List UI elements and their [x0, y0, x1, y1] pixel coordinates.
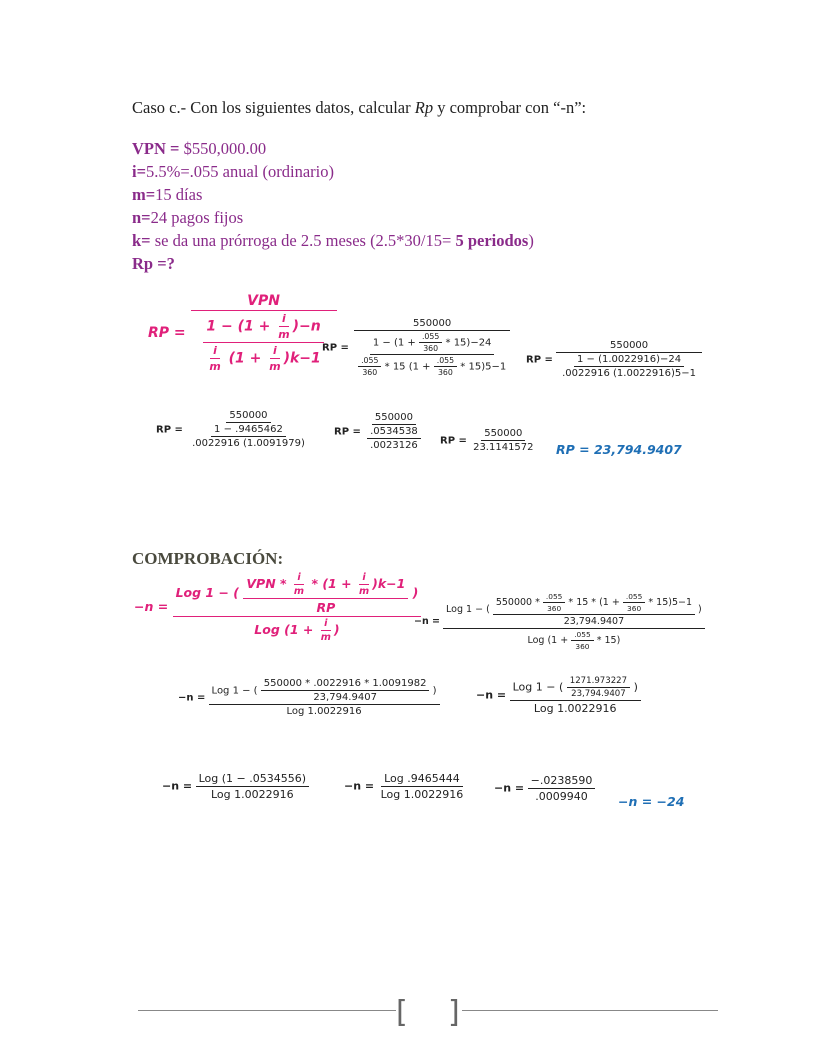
check-step-3-num [510, 676, 641, 701]
check-step-3-fraction [510, 676, 641, 715]
check-formula-rp: RP [316, 600, 336, 615]
check-step-3-inner [567, 676, 630, 699]
m-symbol: m [358, 586, 370, 597]
rate-num: .055 [623, 592, 646, 603]
check-formula-exp-k1: )k−1 [372, 576, 406, 591]
footer-bracket-left-icon: [ [396, 995, 408, 1030]
intro-rp: Rp [414, 98, 434, 117]
rp-step-1-d2-end: * 15)5−1 [460, 361, 507, 373]
check-step-1-fraction [443, 592, 705, 651]
i-label: i= [132, 162, 146, 181]
check-step-4-fraction [196, 772, 309, 801]
footer-bracket-right-icon: ] [448, 995, 460, 1030]
k-value: se da una prórroga de 2.5 meses (2.5*30/15= [150, 231, 456, 250]
footer-line-right [462, 1010, 718, 1011]
m-symbol: m [269, 360, 281, 373]
n-result: −n = −24 [618, 794, 685, 809]
rp-result: RP = 23,794.9407 [556, 442, 682, 457]
check-step-3-inner-num: 1271.973227 [567, 676, 630, 688]
k-close: ) [528, 231, 534, 250]
check-step-6-den: .0009940 [535, 790, 588, 803]
i-symbol: i [270, 344, 280, 359]
check-step-4 [162, 772, 309, 801]
m-value: 15 días [155, 185, 203, 204]
check-step-3-inner-den: 23,794.9407 [571, 689, 626, 699]
rp-step-5-num: 550000 [481, 428, 525, 441]
rp-step-2 [526, 340, 702, 379]
check-step-5-den: Log 1.0022916 [380, 788, 464, 801]
rp-step-2-num: 550000 [556, 340, 702, 353]
rate-num: .055 [571, 630, 594, 641]
rp-step-5-den: 23.1141572 [473, 442, 534, 453]
formula-rp-i-over-m-2 [206, 344, 223, 373]
check-step-2-fraction [209, 678, 440, 717]
check-step-1-den [524, 629, 623, 651]
i-symbol: i [210, 344, 220, 359]
check-formula-log1: Log 1 − ( [175, 585, 240, 600]
i-value: 5.5%=.055 anual (ordinario) [146, 162, 335, 181]
i-over-m-fraction [291, 572, 307, 597]
check-step-2-lhs: −n = [178, 692, 206, 704]
rp-step-5-lhs: RP = [440, 435, 467, 447]
footer-line-left [138, 1010, 396, 1011]
check-step-1-inner-num [493, 592, 695, 615]
k-label: k= [132, 231, 151, 250]
formula-rp-inner-num [203, 312, 323, 343]
check-formula-close: ) [412, 585, 419, 600]
comprobacion-title: COMPROBACIÓN: [132, 549, 284, 568]
rp-step-2-inner [559, 354, 699, 379]
m-symbol: m [293, 586, 305, 597]
check-step-1-num [443, 592, 705, 629]
rp-step-4 [334, 412, 424, 451]
rate-den: 360 [423, 344, 439, 353]
rp-step-1-fraction [352, 318, 512, 377]
check-step-1-log1: Log 1 − ( [446, 604, 490, 615]
check-step-1-inner-c: * 15)5−1 [648, 597, 692, 608]
check-step-6 [494, 774, 595, 803]
rate-den: 360 [575, 642, 590, 651]
rp-step-3-den [186, 423, 311, 449]
m-symbol: m [278, 328, 290, 341]
check-step-2-close: ) [432, 685, 437, 697]
rp-step-4-num: 550000 [372, 412, 416, 425]
rate-fraction [358, 356, 381, 377]
check-step-1-inner-den: 23,794.9407 [563, 616, 625, 627]
m-symbol: m [209, 360, 221, 373]
k-bold: 5 periodos [455, 231, 529, 250]
rate-num: .055 [543, 592, 566, 603]
check-step-2-den: Log 1.0022916 [286, 706, 362, 717]
rp-step-3-inner [189, 424, 308, 449]
rp-step-2-den-top: 1 − (1.0022916)−24 [574, 354, 684, 367]
check-step-2-inner-den: 23,794.9407 [313, 692, 377, 703]
check-step-5-num: Log .9465444 [381, 772, 463, 787]
rp-step-4-den-top: .0534538 [367, 426, 421, 439]
rate-fraction [571, 630, 594, 651]
rp-step-1-den-a: 1 − (1 + [372, 337, 416, 349]
rp-step-1-d2-mid: * 15 (1 + [384, 361, 431, 373]
check-formula-num [173, 572, 422, 617]
check-step-2-log1: Log 1 − ( [211, 685, 258, 697]
check-step-3 [476, 676, 641, 715]
rp-step-1-inner [355, 332, 509, 377]
rate-den: 360 [437, 368, 453, 377]
n-line [132, 206, 243, 229]
i-line [132, 160, 334, 183]
check-formula-times-open: * (1 + [311, 576, 352, 591]
rate-den: 360 [362, 368, 378, 377]
check-step-6-lhs: −n = [494, 781, 525, 795]
check-step-2 [178, 678, 440, 717]
rp-step-1-den-b: * 15)−24 [445, 337, 492, 349]
check-step-1-inner [493, 592, 695, 627]
i-symbol: i [321, 618, 330, 631]
formula-rp-numerator: VPN [191, 293, 337, 311]
rp-step-4-inner [367, 426, 421, 451]
check-step-3-den: Log 1.0022916 [533, 702, 617, 715]
check-step-3-lhs: −n = [476, 688, 507, 702]
check-step-1-den-a: Log (1 + [527, 635, 569, 646]
i-over-m-fraction [356, 572, 372, 597]
formula-rp-exp-k1: )k−1 [283, 350, 321, 367]
intro-line [132, 96, 586, 119]
rp-step-4-lhs: RP = [334, 426, 361, 438]
check-step-3-close: ) [633, 680, 638, 694]
check-step-3-log1: Log 1 − ( [512, 680, 564, 694]
check-step-6-fraction [528, 774, 596, 803]
rp-step-1-inner-num [370, 332, 495, 355]
rate-den: 360 [627, 604, 642, 613]
rate-num: .055 [434, 356, 457, 367]
check-step-4-den: Log 1.0022916 [211, 788, 294, 801]
k-line [132, 229, 534, 252]
check-formula-lhs: −n = [134, 599, 169, 614]
rp-step-2-den [556, 353, 702, 379]
rate-num: .055 [419, 332, 442, 343]
check-step-5-fraction [378, 772, 467, 801]
intro-suffix: y comprobar con “-n”: [433, 98, 587, 117]
rp-step-1 [322, 318, 512, 377]
rate-fraction [419, 332, 442, 353]
rp-step-3-num: 550000 [226, 410, 270, 423]
i-symbol: i [279, 312, 289, 327]
vpn-line [132, 137, 266, 160]
rp-step-3-lhs: RP = [156, 424, 183, 436]
rate-fraction [623, 592, 646, 613]
check-step-6-num: −.0238590 [528, 774, 596, 789]
check-step-2-num [209, 678, 440, 705]
rate-fraction [434, 356, 457, 377]
check-formula-inner [243, 572, 408, 615]
rp-step-4-den [364, 425, 424, 451]
formula-rp-i-over-m-3 [266, 344, 283, 373]
n-label: n= [132, 208, 151, 227]
rp-step-3-den-bot: .0022916 (1.0091979) [192, 438, 305, 449]
rp-step-1-num: 550000 [354, 318, 510, 331]
rp-step-3-den-top: 1 − .9465462 [211, 424, 286, 437]
vpn-value: $550,000.00 [183, 139, 267, 158]
rp-step-3 [156, 410, 311, 449]
check-step-4-num: Log (1 − .0534556) [196, 772, 309, 787]
formula-rp-lhs: RP = [148, 325, 186, 341]
rp-step-1-inner-den [355, 355, 509, 377]
formula-rp-inner-fraction [203, 312, 323, 373]
n-value: 24 pagos fijos [150, 208, 244, 227]
rp-step-1-lhs: RP = [322, 342, 349, 354]
rp-step-4-fraction [364, 412, 424, 451]
check-formula-den: Log (1 + $\frac{i}{m}$ ) [254, 618, 340, 643]
m-line [132, 183, 202, 206]
check-formula-den-log: Log (1 + [254, 622, 314, 637]
check-step-5-lhs: −n = [344, 779, 375, 793]
check-step-4-lhs: −n = [162, 779, 193, 793]
rp-step-2-den-bot: .0022916 (1.0022916)5−1 [562, 368, 697, 379]
check-step-2-inner-num: 550000 * .0022916 * 1.0091982 [261, 678, 430, 691]
rp-step-3-fraction [186, 410, 311, 449]
check-step-2-inner [261, 678, 430, 703]
check-formula-fraction [173, 572, 422, 643]
i-symbol: i [359, 572, 368, 585]
intro-prefix: Caso c.- Con los siguientes datos, calcular [132, 98, 415, 117]
check-step-1-lhs: −n = [414, 616, 440, 627]
m-label: m= [132, 185, 156, 204]
check-step-5 [344, 772, 466, 801]
rate-den: 360 [547, 604, 562, 613]
rp-step-2-fraction [556, 340, 702, 379]
check-formula-vpn: VPN * [246, 576, 287, 591]
check-step-1-close: ) [698, 604, 702, 615]
formula-rp-denominator [200, 311, 326, 373]
rp-step-4-den-bot: .0023126 [370, 440, 418, 451]
formula-rp-fraction [191, 293, 337, 373]
check-step-1-den-b: * 15) [596, 635, 621, 646]
vpn-label: VPN = [132, 139, 184, 158]
i-symbol: i [294, 572, 303, 585]
check-step-1-inner-a: 550000 * [495, 597, 540, 608]
check-step-1 [414, 592, 705, 651]
formula-rp-inner-den [203, 343, 323, 373]
formula-rp-general [148, 293, 337, 373]
i-over-m-fraction [318, 618, 334, 643]
formula-rp-times-open: (1 + [228, 350, 262, 367]
formula-rp-exp-n: )−n [292, 318, 321, 335]
check-formula-general [134, 572, 421, 643]
rate-num: .055 [358, 356, 381, 367]
check-step-1-inner-b: * 15 * (1 + [568, 597, 620, 608]
rate-fraction [543, 592, 566, 613]
formula-rp-one-minus: 1 − (1 + [206, 318, 271, 335]
rp-step-2-lhs: RP = [526, 354, 553, 366]
rp-step-1-den [352, 331, 512, 377]
rp-step-5-fraction [470, 428, 536, 453]
m-symbol: m [320, 632, 331, 643]
rp-question: Rp =? [132, 254, 175, 273]
rp-step-5 [440, 428, 537, 453]
formula-rp-i-over-m [275, 312, 292, 341]
check-formula-inner-num [243, 572, 408, 599]
